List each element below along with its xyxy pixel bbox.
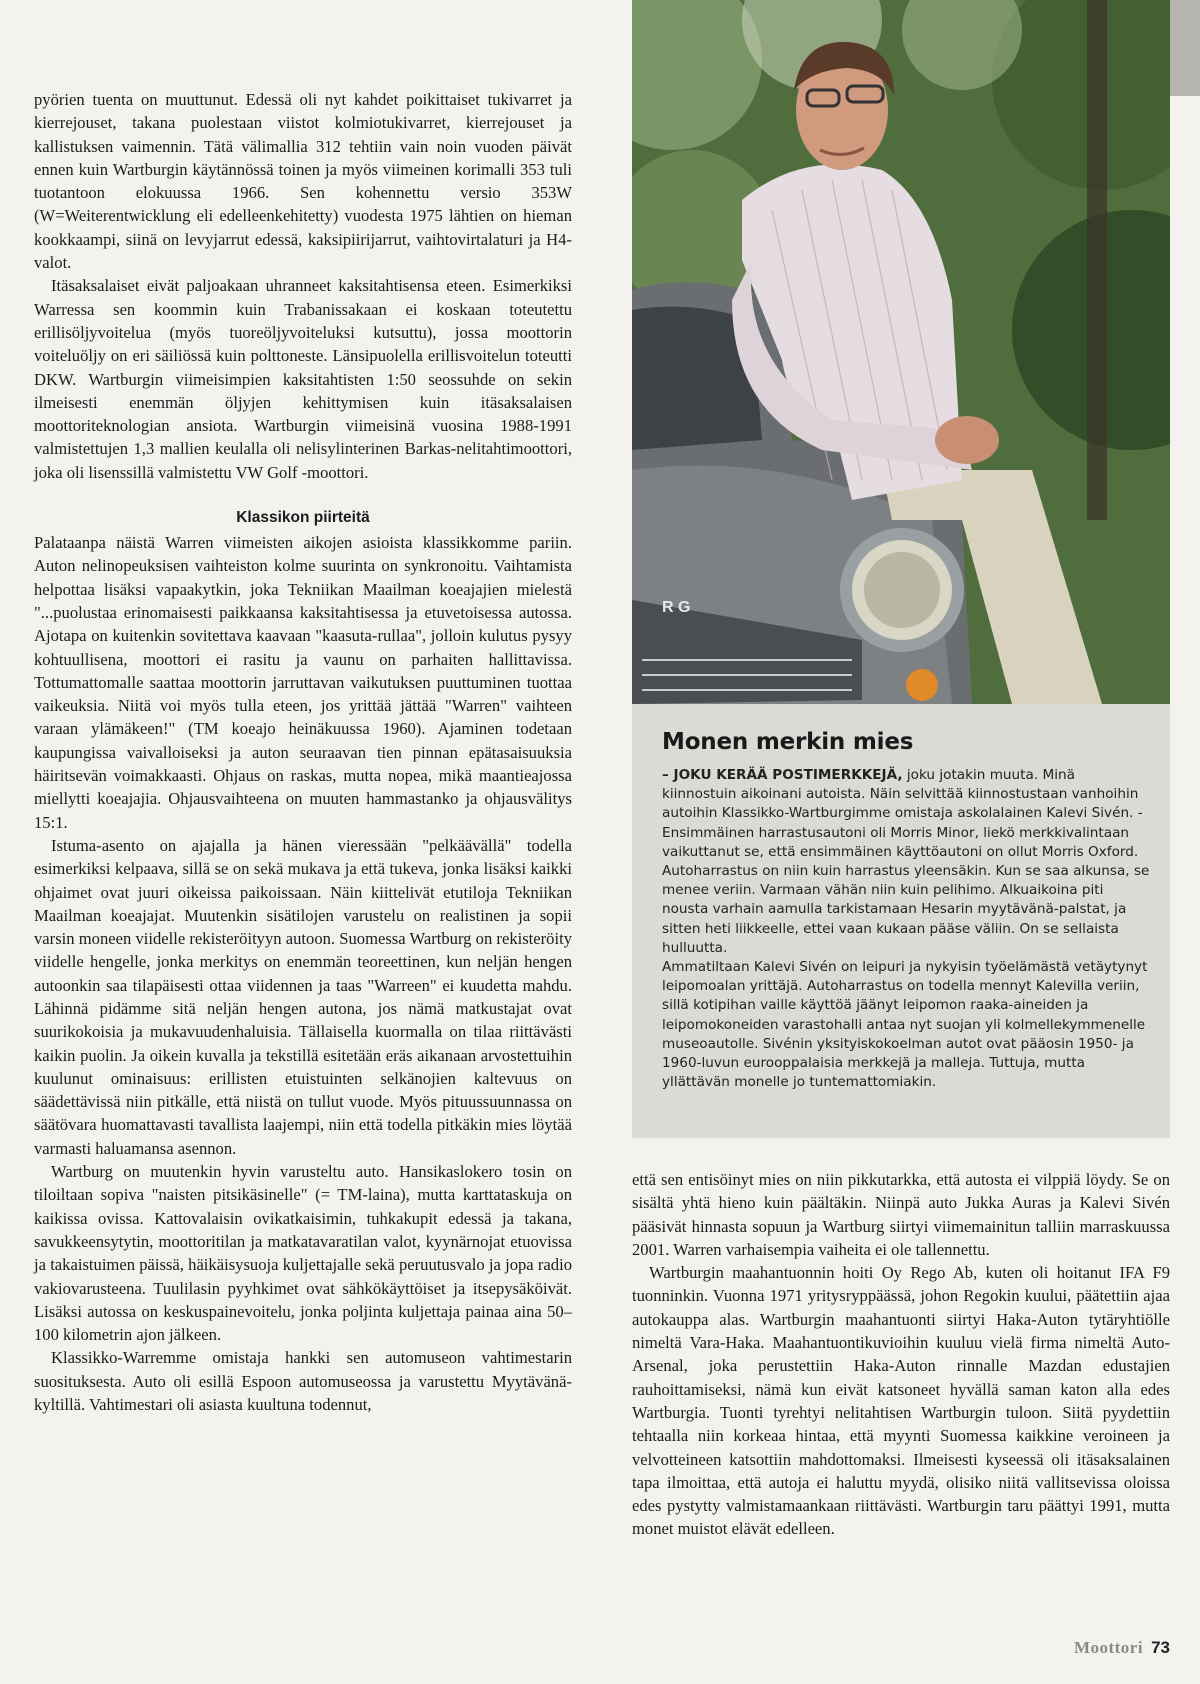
paragraph: Wartburgin maahantuonnin hoiti Oy Rego Ab, kuten oli hoitanut IFA F9 tuonninkin. Vuonna 1971 yritysryppäässä, johon Regokin kuului, päätettiin ajaa autokauppa alas. Wartburgin maahantuonti siirtyi Haka-Auton tytäryhtiölle nimeltä Vara-Haka. Maahantuontikuvioihin kuuluu vielä firma nimeltä Auto-Arsenal, joka perustettiin Haka-Auton rinnalle Mazdan edustajien rauhoittamiseksi, nämä kun eivät katsoneet hyvällä saman katon alla edes Wartburgia. Tuonti tyrehtyi nelitahtisen Wartburgin tuloon. Siitä pyydettiin tehtaalla niin korkeaa hintaa, että myynti Suomessa kaikkine veroineen ja velvotteineen katsottiin mahdottomaksi. Ilmeisesti kyseessä oli itäsaksalainen tapa ilmoittaa, että autoja ei haluttu myydä, olisiko niitä vallitsevissa oloissa edes pystytty valmistamaankaan riittävästi. Wartburgin taru päättyi 1991, mutta monet muistot elävät edelleen. xyxy=(632,1263,1170,1539)
paragraph: Wartburg on muutenkin hyvin varusteltu auto. Hansikaslokero tosin on tiloiltaan sopiva "naisten pitsikäsinelle" (= TM-laina), mutta karttataskuja on kaikissa ovissa. Kattovalaisin ovikatkaisimin, tuhkakupit edessä ja takana, savukkeensytytin, moottoritilan ja matkatavaratilan valot, kyynärnojat etuovissa ja takaistuimen päissä, häikäisysuoja kuljettajalle sekä peruutusvalo ja jopa radio vakiovarusteena. Tuulilasin pyyhkimet ovat sähkökäyttöiset ja itsepysäköivät. Lisäksi autossa on keskuspainevoitelu, jonka poljinta kuljettaja painaa aina 50–100 kilometrin ajon jälkeen. xyxy=(34,1162,572,1345)
paragraph: Klassikko-Warremme omistaja hankki sen automuseon vahtimestarin suosituksesta. Auto oli esillä Espoon automuseossa ja varustettu Myytävänä-kyltillä. Vahtimestari oli asiasta kuultuna todennut, xyxy=(34,1348,572,1415)
paragraph: Istuma-asento on ajajalla ja hänen vieressään "pelkäävällä" todella esimerkiksi kelpaava, sillä se on sekä mukava ja että tukeva, jonka lisäksi kaikki ohjaimet ovat juuri oikeissa paikoissaan. Näin kiittelivät etutiloja Tekniikan Maailman koeajajat. Muutenkin sisätilojen varustelu on realistinen ja sopii varsin moneen viidelle rekisteröityyn autoon. Suomessa Wartburg on rekisteröity viidelle hengelle, jonka merkitys on enemmän teoreettinen, kun neljän hengen autoonkin saa tilapäisesti ottaa viidennen ja taas "Warreen" ei kuudetta mahdu. Lähinnä pidämme sitä neljän hengen autona, jos nämä matkustajat ovat suurikokoisia ja mukavuudenhaluisia. Tällaisella kuormalla on tilaa riittävästi kaikin puolin. Ja oikein kuvalla ja tekstillä esitetään eräs aikanaan arvostettuihin kuulunut ominaisuus: erillisten etuistuinten selkänojien kaltevuus on säädettävissä niin pitkälle, että niistä on tullut vuode. Myös pituussuunnassa on säätövara huomattavasti tavallista laajempi, niin että todella pitkäkin mies löytää varmasti haluamansa asennon. xyxy=(34,835,572,1158)
left-text-column xyxy=(34,88,572,1416)
sidebar-title: Monen merkin mies xyxy=(662,729,914,755)
sidebar-lead: – JOKU KERÄÄ POSTIMERKKEJÄ, xyxy=(662,767,903,783)
paragraph: Palataanpa näistä Warren viimeisten aikojen asioista klassikkomme pariin. Auton nelinopeuksisen vaihteiston kolme suurinta on synkronoitu. Vaihtamista helpottaa lisäksi vapaakytkin, joka Tekniikan Maailman koeajajien mielestä "...puolustaa erinomaisesti paikkaansa kaksitahtisessa ja etuvetoisessa autossa. Ajotapa on kuitenkin sovitettava kaavaan "kaasuta-rullaa", jolloin kulutus pysyy kohtuullisena, moottori ei rasitu ja vaunu on parhaiten hallittavissa. Tottumattomalle saattaa moottorin jarruttavan vaikutuksen puuttuminen tuottaa vaikeuksia. Niitä voi myös tulla eteen, jos yrittää jättää "Warren" vaihteen varaan ylämäkeen!" (TM koeajo heinäkuussa 1960). Ajaminen todetaan kaupungissa vaivalloiseksi ja auton seuraavan tien pinnan epätasaisuuksia häiritsevän voimakkaasti. Ohjaus on raskas, mutta nopea, mikä maantieajossa miellytti koeajajia. Ohjausvaihteena on muuten hammastanko ja ohjausvälitys 15:1. xyxy=(34,533,572,832)
page-footer xyxy=(1074,1638,1170,1658)
section-heading: Klassikon piirteitä xyxy=(236,509,370,527)
sidebar-box xyxy=(632,704,1170,1138)
photo-man-on-car xyxy=(632,0,1170,704)
paragraph: Itäsaksalaiset eivät paljoakaan uhranneet kaksitahtisensa eteen. Esimerkiksi Warressa sen koommin kuin Trabanissakaan ei koskaan toteutettu erillisöljyvoitelua (myös tuoreöljyvoiteluksi kutsuttu), jossa moottorin voiteluöljy on eri säiliössä kuin polttoneste. Länsipuolella erillisvoitelun toteutti DKW. Wartburgin viimeisimpien kaksitahtisten 1:50 seossuhde on sekin ilmeisesti enemmän öljyjen kehittymisen kuin itäsaksalaisen moottoriteknologian ansiota. Wartburgin viimeisinä vuosina 1988-1991 valmistettujen 1,3 mallien keulalla oli nelisylinterinen Barkas-nelitahtimoottori, joka oli lisenssillä valmistettu VW Golf -moottori. xyxy=(34,276,572,482)
photo-illustration xyxy=(632,0,1170,704)
car-badge: R G xyxy=(662,599,691,616)
page-edge-tab xyxy=(1170,0,1200,96)
sidebar-text: joku jotakin muuta. Minä kiinnostuin aikoinani autoista. Näin selvittää kiinnostustaan vanhoihin autoihin Klassikko-Wartburgimme omistaja askolalainen Kalevi Sivén. - Ensimmäinen harrastusautoni oli Morris Minor, liekö merkkivalintaan vaikuttanut se, että ensimmäinen käyttöautoni on ollut Morris Oxford. Autoharrastus on niin kuin harrastus yleensäkin. Kun se saa alkunsa, se menee veriin. Varmaan vähän niin kuin pelihimo. Alkuaikoina piti nousta varhain aamulla tarkistamaan Hesarin myytävänä-palstat, ja sitten heti liikkeelle, ettei vaan kukaan pääse väliin. On se sellaista hulluutta. xyxy=(662,767,1150,956)
magazine-name: Moottori xyxy=(1073,1638,1144,1657)
paragraph: pyörien tuenta on muuttunut. Edessä oli nyt kahdet poikittaiset tukivarret ja kierrejouset, takana puolestaan viistot kolmiotukivarret, kierrejouset ja kallistuksen vaimennin. Tätä välimallia 312 tehtiin vain noin vuoden päivät ennen kuin Wartburgin käytännössä toinen ja myös viimeinen korimalli 353 tuli tuotantoon elokuussa 1966. Sen kohennettu versio 353W (W=Weiterentwicklung eli edelleenkehitetty) vuodesta 1975 lähtien on hieman kookkaampi, siinä on levyjarrut edessä, kaksipiirijarrut, vaihtovirtalaturi ja H4-valot. xyxy=(34,90,572,273)
paragraph: että sen entisöinyt mies on niin pikkutarkka, että autosta ei vilppiä löydy. Se on sisältä yhtä hieno kuin päältäkin. Niinpä auto Jukka Auras ja Kalevi Sivén pääsivät hinnasta sopuun ja Wartburg siirtyi viimemainitun talliin marraskuussa 2001. Warren varhaisempia vaiheita ei ole tallennettu. xyxy=(632,1170,1170,1259)
page-number: 73 xyxy=(1151,1638,1170,1657)
right-text-column xyxy=(632,1168,1170,1541)
sidebar-text-2: Ammatiltaan Kalevi Sivén on leipuri ja nykyisin työelämästä vetäytynyt leipomoalan yrittäjä. Autoharrastus on todella mennyt Kalevilla veriin, sillä kotipihan vaille käyttöä jäänyt leipomon raaka-aineiden ja leipomokoneiden varastohalli antaa nyt suojan yli kolmellekymmenelle museoautolle. Sivénin yksityiskokoelman autot ovat pääosin 1950- ja 1960-luvun eurooppalaisia merkkejä ja malleja. Tuttuja, mutta yllättävän monelle jo tuntemattomiakin. xyxy=(662,959,1148,1091)
sidebar-body xyxy=(662,766,1152,1092)
